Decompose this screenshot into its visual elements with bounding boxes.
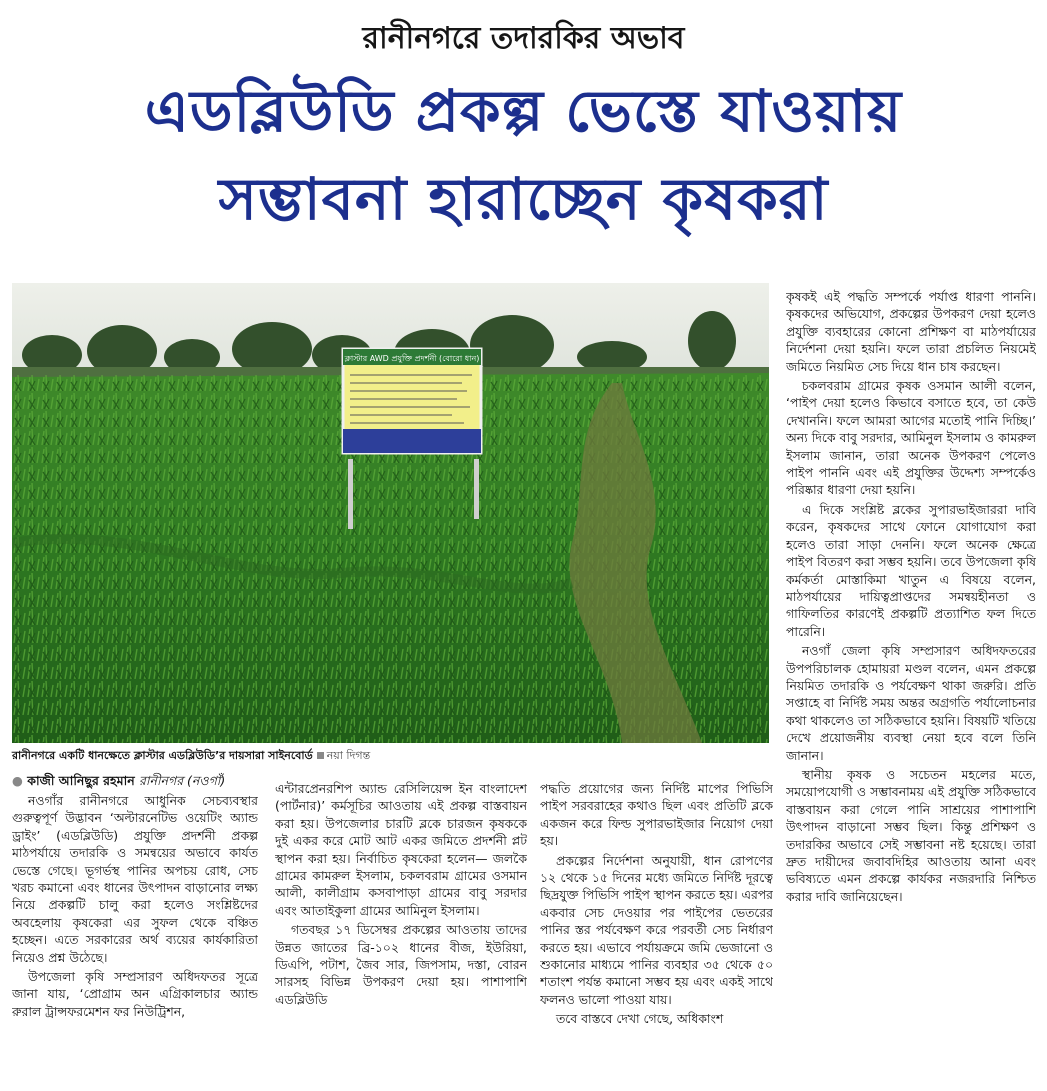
paragraph: এ দিকে সংশ্লিষ্ট ব্লকের সুপারভাইজাররা দাবি করেন, কৃষকদের সাথে ফোনে যোগাযোগ করা হলেও তারা সাড়া দেননি। ফলে অনেক ক্ষেত্রে পাইপ বিতরণ করা সম্ভব হয়নি। তবে উপজেলা কৃষি কর্মকর্তা মোস্তাকিমা খাতুন এ বিষয়ে বলেন, মাঠপর্যায়ের দায়িত্বপ্রাপ্তদের সমন্বয়হীনতা ও গাফিলতির কারণেই প্রকল্পটি প্রত্যাশিত ফল দিতে পারেনি।	[786, 501, 1036, 639]
photo-caption	[12, 747, 769, 766]
bullet-icon: ●	[12, 773, 23, 788]
paragraph: স্থানীয় কৃষক ও সচেতন মহলের মতে, সময়োপযোগী ও সম্ভাবনাময় এই প্রযুক্তি সঠিকভাবে বাস্তবায়ন করা গেলে পানি সাশ্রয়ের পাশাপাশি উৎপাদন বাড়ানো সম্ভব ছিল। কিন্তু প্রশিক্ষণ ও তদারকির অভাবে সেই সম্ভাবনা নষ্ট হয়েছে। তারা দ্রুত দায়ীদের জবাবদিহির আওতায় আনা এবং ভবিষ্যতে এমন প্রকল্পে কার্যকর নজরদারি নিশ্চিত করার দাবি জানিয়েছেন।	[786, 766, 1036, 904]
paragraph: গতবছর ১৭ ডিসেম্বর প্রকল্পের আওতায় তাদের উন্নত জাতের ব্রি-১০২ ধানের বীজ, ইউরিয়া, ডিএপি, পটাশ, জৈব সার, জিপসাম, দস্তা, বোরন সারসহ বিভিন্ন উপকরণ দেয়া হয়। পাশাপাশি এডব্লিউডি	[275, 922, 527, 1007]
article-column-3	[540, 780, 773, 1087]
article-column-2	[275, 780, 527, 1087]
article-column-4	[786, 288, 1036, 1087]
paragraph: কৃষকই এই পদ্ধতি সম্পর্কে পর্যাপ্ত ধারণা পাননি। কৃষকদের অভিযোগ, প্রকল্পের উপকরণ দেয়া হলেও প্রযুক্তি ব্যবহারের কোনো প্রশিক্ষণ বা মাঠপর্যায়ের নির্দেশনা দেয়া হয়নি। ফলে তারা প্রচলিত নিয়মেই জমিতে নিয়মিত সেচ দিয়ে ধান চাষ করছেন।	[786, 289, 1036, 374]
paragraph: পদ্ধতি প্রয়োগের জন্য নির্দিষ্ট মাপের পিভিসি পাইপ সরবরাহের কথাও ছিল এবং প্রতিটি ব্লকে একজন করে ফিল্ড সুপারভাইজার নিয়োগ দেয়া হয়।	[540, 781, 773, 849]
caption-text: রানীনগরে একটি ধানক্ষেতে ক্লাস্টার এডব্লিউডি’র দায়সারা সাইনবোর্ড	[12, 749, 313, 762]
signboard-title: ক্লাস্টার AWD প্রযুক্তি প্রদর্শনী (বোরো ধান)	[344, 354, 480, 363]
article-column-1	[12, 792, 258, 1087]
paragraph: উপজেলা কৃষি সম্প্রসারণ অধিদফতর সূত্রে জানা যায়, ‘প্রোগ্রাম অন এগ্রিকালচার অ্যান্ড রুরাল ট্রান্সফরমেশন ফর নিউট্রিশন,	[12, 969, 258, 1019]
headline-line-1: এডব্লিউডি প্রকল্প ভেস্তে যাওয়ায়	[144, 77, 903, 145]
square-bullet-icon	[317, 752, 324, 759]
rice-field-photo	[12, 283, 769, 743]
byline-author: কাজী আনিছুর রহমান	[27, 773, 135, 788]
paragraph: চকলবরাম গ্রামের কৃষক ওসমান আলী বলেন, ‘পাইপ দেয়া হলেও কিভাবে বসাতে হবে, তা কেউ দেখাননি। ফলে আমরা আগের মতোই পানি দিচ্ছি।’ অন্য দিকে বাবু সরদার, আমিনুল ইসলাম ও কামরুল ইসলাম জানান, তারা অনেক উপকরণ পেলেও পাইপ পাননি এবং এই প্রযুক্তির উদ্দেশ্য সম্পর্কেও পরিষ্কার ধারণা দেয়া হয়নি।	[786, 378, 1036, 498]
paragraph: এন্টারপ্রেনরশিপ অ্যান্ড রেসিলিয়েন্স ইন বাংলাদেশ (পার্টনার)’ কর্মসূচির আওতায় এই প্রকল্প বাস্তবায়ন করা হয়। উপজেলার চারটি ব্লকে চারজন কৃষককে দুই একর করে মোট আট একর জমিতে প্রদর্শনী প্লট স্থাপন করা হয়। নির্বাচিত কৃষকেরা হলেন— জলকৈ গ্রামের কামরুল ইসলাম, চকলবরাম গ্রামের ওসমান আলী, কালীগ্রাম কসবাপাড়া গ্রামের বাবু সরদার এবং আতাইকুলা গ্রামের আমিনুল ইসলাম।	[275, 781, 527, 918]
paragraph: প্রকল্পের নির্দেশনা অনুযায়ী, ধান রোপণের ১২ থেকে ১৫ দিনের মধ্যে জমিতে নির্দিষ্ট দূরত্বে ছিদ্রযুক্ত পিভিসি পাইপ স্থাপন করতে হয়। এরপর একবার সেচ দেওয়ার পর পাইপের ভেতরের পানির স্তর পর্যবেক্ষণ করে পরবর্তী সেচ নির্ধারণ করতে হয়। এভাবে পর্যায়ক্রমে জমি ভেজানো ও শুকানোর মাধ্যমে পানির ব্যবহার ৩৫ থেকে ৫০ শতাংশ পর্যন্ত কমানো সম্ভব হয় এবং একই সাথে ফলনও ভালো পাওয়া যায়।	[540, 852, 773, 1007]
kicker: রানীনগরে তদারকির অভাব	[362, 21, 685, 56]
paragraph: তবে বাস্তবে দেখা গেছে, অধিকাংশ	[556, 1011, 724, 1027]
byline	[12, 773, 262, 793]
paragraph: নওগাঁর রানীনগরে আধুনিক সেচব্যবস্থার গুরুত্বপূর্ণ উদ্ভাবন ‘অল্টারনেটিভ ওয়েটিং অ্যান্ড ড্রাইং’ (এডব্লিউডি) প্রযুক্তি প্রদর্শনী প্রকল্প মাঠপর্যায়ে তদারকি ও সমন্বয়ের অভাবে কার্যত ভেস্তে গেছে। ভূগর্ভস্থ পানির অপচয় রোধ, সেচ খরচ কমানো এবং ধানের উৎপাদন বাড়ানোর লক্ষ্য নিয়ে প্রকল্পটি চালু করা হলেও সংশ্লিষ্টদের অবহেলায় কৃষকেরা এর সুফল থেকে বঞ্চিত হচ্ছেন। এতে সরকারের অর্থ ব্যয়ের কার্যকারিতা নিয়েও প্রশ্ন উঠেছে।	[12, 793, 258, 965]
headline-line-2: সম্ভাবনা হারাচ্ছেন কৃষকরা	[218, 165, 829, 233]
caption-credit: নয়া দিগন্ত	[326, 749, 371, 762]
paragraph: নওগাঁ জেলা কৃষি সম্প্রসারণ অধিদফতরের উপপরিচালক হোমায়রা মণ্ডল বলেন, এমন প্রকল্পে নিয়মিত তদারকি ও পর্যবেক্ষণ থাকা জরুরি। প্রতি সপ্তাহে বা নির্দিষ্ট সময় অন্তর অগ্রগতি পর্যালোচনার কথা থাকলেও তা সঠিকভাবে হয়নি। বিষয়টি খতিয়ে দেখে প্রয়োজনীয় ব্যবস্থা নেয়া হবে বলে তিনি জানান।	[786, 643, 1036, 763]
byline-location: রানীনগর (নওগাঁ)	[139, 773, 226, 788]
